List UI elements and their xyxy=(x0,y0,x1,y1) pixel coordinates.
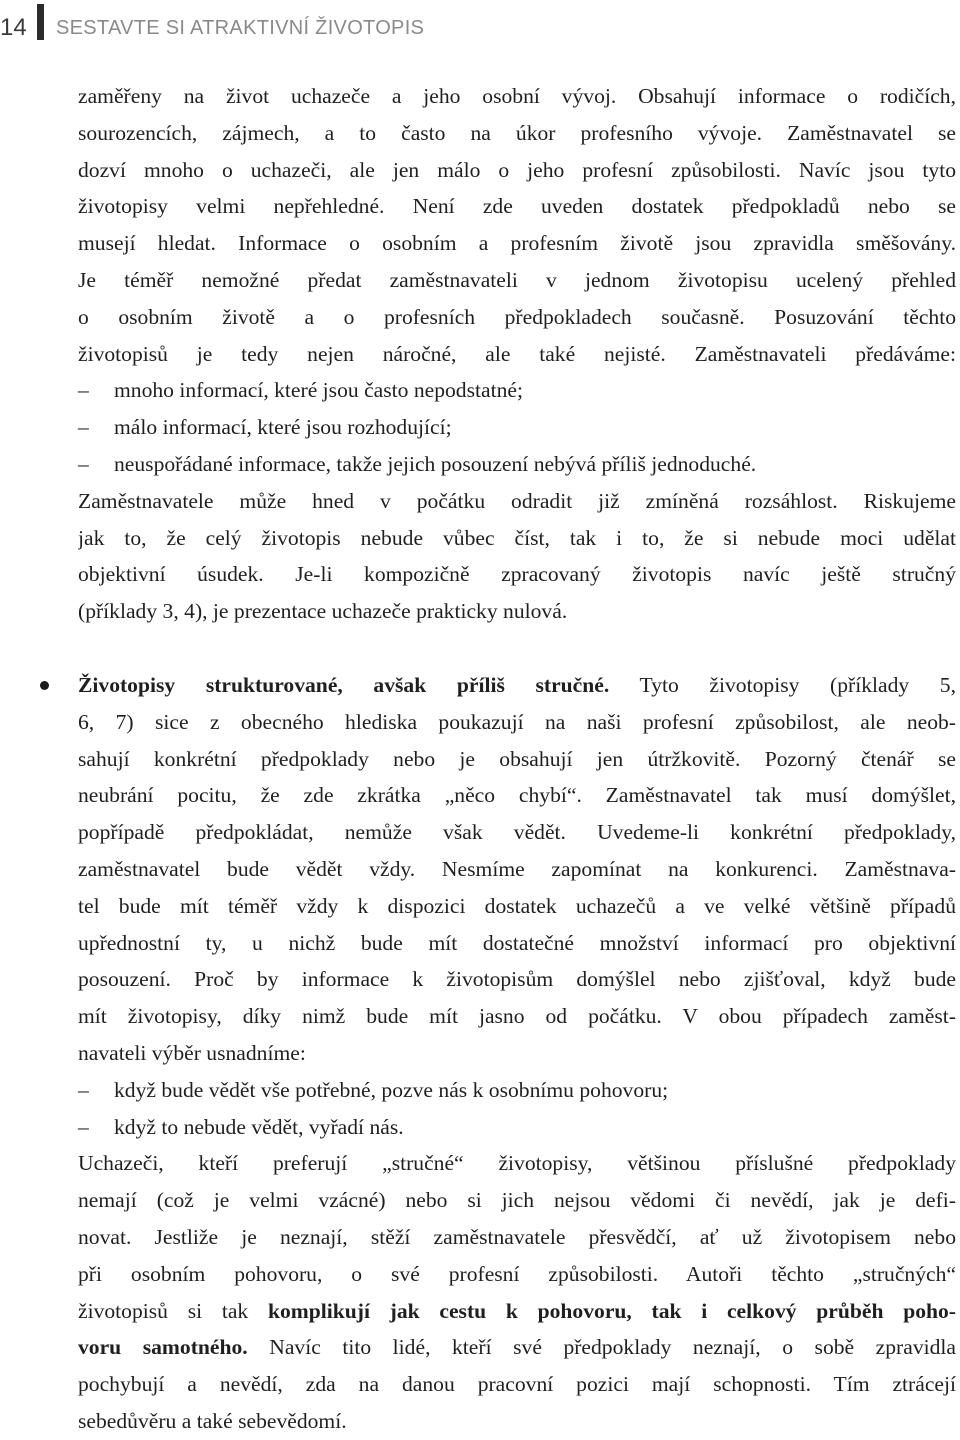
text-line: jak to, že celý životopis nebude vůbec číst, tak i to, že si nebude moci udělat xyxy=(78,525,956,550)
text-line: životopisů je tedy nejen náročné, ale také nejisté. Zaměstnavateli předáváme: xyxy=(78,341,956,366)
text-line: sahují konkrétní předpoklady nebo je obsahují jen útržkovitě. Pozorný čtenář se xyxy=(78,746,956,771)
text-line: tel bude mít téměř vždy k dispozici dostatek uchazečů a ve velké většině případů xyxy=(78,893,956,918)
header-divider-bar xyxy=(37,4,44,40)
dash-list-item: – když to nebude vědět, vyřadí nás. xyxy=(78,1109,956,1146)
text-run: životopisů si tak xyxy=(78,1298,249,1323)
page-body xyxy=(78,78,956,1440)
text-line: sebedůvěru a také sebevědomí. xyxy=(78,1408,347,1433)
text-line: zaměstnavatel bude vědět vždy. Nesmíme zapomínat na konkurenci. Zaměstnava- xyxy=(78,856,956,881)
text-run: Navíc tito lidé, kteří své předpoklady neznají, o sobě zpravidla xyxy=(269,1335,956,1360)
dash-list-item: – mnoho informací, které jsou často nepodstatné; xyxy=(78,372,956,409)
chapter-title: SESTAVTE SI ATRAKTIVNÍ ŽIVOTOPIS xyxy=(56,17,425,39)
text-line: 6, 7) sice z obecného hlediska poukazují na naši profesní způsobilost, ale neob- xyxy=(78,709,956,734)
text-line: při osobním pohovoru, o své profesní způsobilosti. Autoři těchto „stručných“ xyxy=(78,1261,956,1286)
text-line: mít životopisy, díky nimž bude mít jasno od počátku. V obou případech zaměst- xyxy=(78,1004,956,1029)
text-line: Uchazeči, kteří preferují „stručné“ životopisy, většinou příslušné předpoklady xyxy=(78,1151,956,1176)
text-line: navateli výběr usnadníme: xyxy=(78,1040,306,1065)
bold-run: voru samotného. xyxy=(78,1335,248,1360)
bullet-dot-icon xyxy=(40,681,49,690)
text-line xyxy=(78,1293,956,1330)
paragraph-gap xyxy=(78,630,956,667)
text-line xyxy=(78,667,956,704)
text-line: Zaměstnavatele může hned v počátku odradit již zmíněná rozsáhlost. Riskujeme xyxy=(78,488,956,513)
text-line: neubrání pocitu, že zde zkrátka „něco chybí“. Zaměstnavatel tak musí domýšlet, xyxy=(78,783,956,808)
dash-list-item: – když bude vědět vše potřebné, pozve nás k osobnímu pohovoru; xyxy=(78,1072,956,1109)
text-line xyxy=(78,1329,956,1366)
dash-list-item: – málo informací, které jsou rozhodující; xyxy=(78,409,956,446)
text-line: objektivní úsudek. Je-li kompozičně zpracovaný životopis navíc ještě stručný xyxy=(78,562,956,587)
bullet-section xyxy=(78,667,956,1440)
dash-list-item: – neuspořádané informace, takže jejich posouzení nebývá příliš jednoduché. xyxy=(78,446,956,483)
text-line: zaměřeny na život uchazeče a jeho osobní vývoj. Obsahují informace o rodičích, xyxy=(78,84,956,108)
text-line: životopisy velmi nepřehledné. Není zde uveden dostatek předpokladů nebo se xyxy=(78,194,956,219)
text-line: posouzení. Proč by informace k životopisům domýšlel nebo zjišťoval, když bude xyxy=(78,967,956,992)
paragraph-continued xyxy=(78,78,956,630)
text-line: novat. Jestliže je neznají, stěží zaměstnavatele přesvědčí, ať už životopisem nebo xyxy=(78,1224,956,1249)
bold-lead: Životopisy strukturované, avšak příliš stručné. xyxy=(78,672,610,697)
page-number: 14 xyxy=(0,14,27,41)
text-line: musejí hledat. Informace o osobním a profesním životě jsou zpravidla směšovány. xyxy=(78,231,956,256)
text-line: dozví mnoho o uchazeči, ale jen málo o jeho profesní způsobilosti. Navíc jsou tyto xyxy=(78,157,956,182)
bold-run: komplikují jak cestu k pohovoru, tak i celkový průběh poho- xyxy=(267,1298,956,1323)
text-line: popřípadě předpokládat, nemůže však vědět. Uvedeme-li konkrétní předpoklady, xyxy=(78,820,956,845)
text-run: Tyto životopisy (příklady 5, xyxy=(639,672,956,697)
text-line: Je téměř nemožné předat zaměstnavateli v jednom životopisu ucelený přehled xyxy=(78,267,956,292)
text-line: nemají (což je velmi vzácné) nebo si jich nejsou vědomi či nevědí, jak je defi- xyxy=(78,1188,956,1213)
text-line: upřednostní ty, u nichž bude mít dostatečné množství informací pro objektivní xyxy=(78,930,956,955)
text-line: o osobním životě a o profesních předpokladech současně. Posuzování těchto xyxy=(78,304,956,329)
text-line: pochybují a nevědí, zda na danou pracovní pozici mají schopnosti. Tím ztrácejí xyxy=(78,1372,956,1397)
text-line: (příklady 3, 4), je prezentace uchazeče prakticky nulová. xyxy=(78,599,568,624)
text-line: sourozencích, zájmech, a to často na úkor profesního vývoje. Zaměstnavatel se xyxy=(78,120,956,145)
